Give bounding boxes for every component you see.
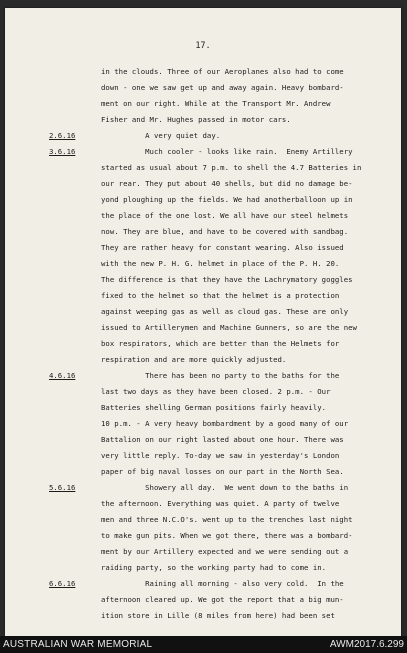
diary-line: to make gun pits. When we got there, there was a bombard- [101, 531, 353, 540]
diary-line: very little reply. To-day we saw in yesterday's London [101, 451, 340, 460]
diary-line: yond ploughing up the fields. We had anotherballoon up in [101, 195, 353, 204]
diary-line: Raining all morning - also very cold. In the [101, 579, 344, 588]
diary-line: 10 p.m. - A very heavy bombardment by a good many of our [101, 419, 349, 428]
diary-line: Much cooler - looks like rain. Enemy Artillery [101, 147, 353, 156]
diary-page [5, 8, 401, 636]
diary-line: Fisher and Mr. Hughes passed in motor cars. [101, 115, 291, 124]
diary-line: with the new P. H. G. helmet in place of the P. H. 20. [101, 259, 340, 268]
diary-line: now. They are blue, and have to be covered with sandbag. [101, 227, 349, 236]
accession-number: AWM2017.6.299 [329, 639, 404, 650]
institution-name: AUSTRALIAN WAR MEMORIAL [3, 639, 153, 650]
diary-line: ment by our Artillery expected and we were sending out a [101, 547, 349, 556]
diary-line: men and three N.C.O's. went up to the trenches last night [101, 515, 353, 524]
date-label: 4.6.16 [49, 371, 76, 380]
diary-line: Showery all day. We went down to the baths in [101, 483, 349, 492]
diary-line: last two days as they have been closed. 2 p.m. - Our [101, 387, 331, 396]
date-label: 6.6.16 [49, 579, 76, 588]
diary-line: ition store in Lille (8 miles from here) had been set [101, 611, 335, 620]
diary-line: the afternoon. Everything was quiet. A party of twelve [101, 499, 340, 508]
date-label: 3.6.16 [49, 147, 76, 156]
diary-line: paper of big naval losses on our part in the North Sea. [101, 467, 344, 476]
date-label: 2.6.16 [49, 131, 76, 140]
page-number: 17. [195, 41, 211, 51]
diary-line: A very quiet day. [101, 131, 221, 140]
diary-line: There has been no party to the baths for the [101, 371, 340, 380]
diary-line: The difference is that they have the Lachrymatory goggles [101, 275, 353, 284]
diary-line: ment on our right. While at the Transport Mr. Andrew [101, 99, 331, 108]
diary-line: Batteries shelling German positions fairly heavily. [101, 403, 327, 412]
diary-line: raiding party, so the working party had to come in. [101, 563, 327, 572]
diary-line: fixed to the helmet so that the helmet is a protection [101, 291, 340, 300]
diary-line: box respirators, which are better than the Helmets for [101, 339, 340, 348]
diary-line: against weeping gas as well as cloud gas. These are only [101, 307, 349, 316]
diary-line: the place of the one lost. We all have our steel helmets [101, 211, 349, 220]
date-label: 5.6.16 [49, 483, 76, 492]
diary-line: respiration and are more quickly adjusted. [101, 355, 287, 364]
diary-line: started as usual about 7 p.m. to shell the 4.7 Batteries in [101, 163, 362, 172]
diary-line: issued to Artillerymen and Machine Gunners, so are the new [101, 323, 357, 332]
diary-line: our rear. They put about 40 shells, but did no damage be- [101, 179, 353, 188]
diary-line: in the clouds. Three of our Aeroplanes also had to come [101, 67, 344, 76]
footer-bar [0, 636, 407, 653]
diary-line: afternoon cleared up. We got the report that a big mun- [101, 595, 344, 604]
diary-line: down - one we saw get up and away again. Heavy bombard- [101, 83, 344, 92]
diary-line: Battalion on our right lasted about one hour. There was [101, 435, 344, 444]
diary-line: They are rather heavy for constant wearing. Also issued [101, 243, 344, 252]
